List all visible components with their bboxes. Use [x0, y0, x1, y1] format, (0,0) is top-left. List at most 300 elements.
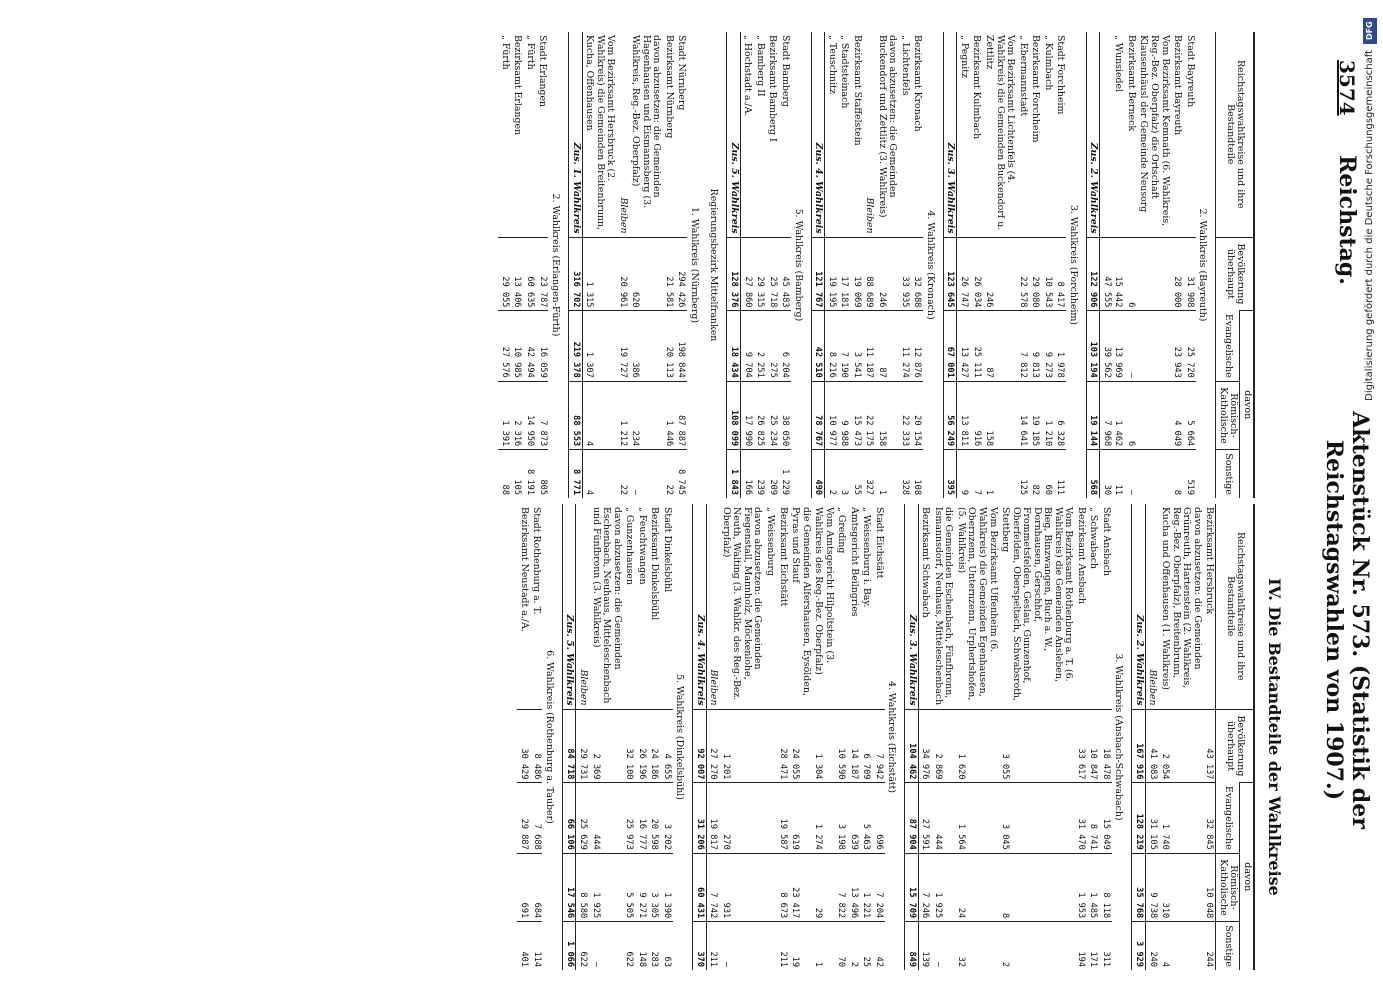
sonstige-cell: 1 229 — [779, 450, 792, 498]
row-label: Regierungsbezirk Mittelfranken — [708, 188, 720, 342]
evangelisch-cell: 32 845 — [1203, 783, 1216, 853]
katholisch-cell: 87 887 — [675, 381, 688, 449]
katholisch-cell: 17 546 — [562, 853, 576, 921]
table-row — [1099, 504, 1112, 970]
sonstige-cell — [1137, 450, 1171, 498]
evangelisch-cell: 5 463 — [860, 783, 873, 853]
evangelisch-cell: 19 727 — [616, 311, 629, 381]
table-row — [719, 504, 763, 970]
katholisch-cell: 1 390 — [660, 853, 673, 921]
row-label: 3. Wahlkreis (Forchheim) — [1067, 204, 1079, 326]
table-row — [1137, 32, 1171, 498]
credit-text: Digitalisierung gefördert durch die Deutsche Forschungsgemeinschaft — [1364, 50, 1375, 401]
evangelisch-cell: 2 251 — [753, 311, 766, 381]
district-heading-row — [707, 32, 727, 498]
evangelisch-cell — [1137, 311, 1171, 381]
row-label: Bezirksamt Kronach — [912, 35, 924, 132]
population-cell: 30 429 — [517, 709, 530, 783]
row-label: „ Fürth — [499, 35, 511, 70]
col-header-davon: davon — [1240, 311, 1254, 498]
table-row — [1112, 32, 1125, 498]
katholisch-cell: 5 505 — [623, 853, 636, 921]
population-cell: 26 034 — [970, 237, 983, 311]
sonstige-cell: 283 — [648, 922, 661, 970]
table-row — [1087, 504, 1100, 970]
population-cell: 29 731 — [576, 709, 589, 783]
population-cell: 60 635 — [523, 237, 536, 311]
sonstige-cell: 8 771 — [569, 450, 583, 498]
sonstige-cell: 111 — [1054, 450, 1067, 498]
katholisch-cell: 19 144 — [1086, 381, 1100, 449]
evangelisch-cell: 9 813 — [1029, 311, 1042, 381]
katholisch-cell: 1 925 — [589, 853, 623, 921]
katholisch-cell: 10 977 — [825, 381, 838, 449]
evangelisch-cell: 19 587 — [776, 783, 789, 853]
row-label: Vom Bezirksamt Hersbruck (2. Wahlkreis) die Gemeinden Breitenbrunn, Kucha, Offenhausen — [584, 35, 617, 231]
sonstige-cell: 11 — [1112, 450, 1125, 498]
sonstige-cell — [763, 922, 776, 970]
evangelisch-cell: 8 216 — [825, 311, 838, 381]
katholisch-cell: 14 641 — [1016, 381, 1029, 449]
katholisch-cell: 5 664 — [1183, 381, 1196, 449]
katholisch-cell: 916 — [970, 381, 983, 449]
sonstige-cell: 327 — [863, 450, 876, 498]
table-row — [872, 504, 885, 970]
row-label: Bezirksamt Staffelstein — [851, 35, 863, 146]
row-label: davon abzusetzen: die Gemeinden Hagenhausen und Eismannsberg (3. Wahlkreis, Reg.-Bez. Oberpfalz) — [630, 35, 663, 209]
population-cell: 10 590 — [835, 709, 848, 783]
evangelisch-cell: 1 274 — [812, 783, 835, 853]
table-row — [931, 504, 954, 970]
sonstige-cell: 22 — [662, 450, 675, 498]
total-row — [811, 32, 825, 498]
evangelisch-cell: 386 — [629, 311, 663, 381]
district-heading-row — [791, 32, 811, 498]
sonstige-cell: 7 — [970, 450, 983, 498]
evangelisch-cell: 13 427 — [957, 311, 970, 381]
table-row — [753, 32, 766, 498]
population-cell: 28 000 — [1171, 237, 1184, 311]
table-row — [957, 32, 970, 498]
population-cell: 7 942 — [872, 709, 885, 783]
table-row — [776, 504, 789, 970]
population-cell: 13 406 — [511, 237, 524, 311]
evangelisch-cell: 8 741 — [1087, 783, 1100, 853]
table-row — [582, 32, 616, 498]
population-cell: 84 718 — [562, 709, 576, 783]
katholisch-cell: 4 049 — [1171, 381, 1184, 449]
table-row — [1158, 504, 1202, 970]
row-label: 2. Wahlkreis (Bayreuth) — [1197, 208, 1209, 322]
katholisch-cell: 60 431 — [693, 853, 707, 921]
district-heading-row — [1066, 32, 1086, 498]
evangelisch-cell: 25 973 — [623, 783, 636, 853]
table-row — [1124, 32, 1137, 498]
population-cell: 620 — [629, 237, 663, 311]
katholisch-cell — [1137, 381, 1171, 449]
katholisch-cell: 13 496 — [847, 853, 860, 921]
total-row — [569, 32, 583, 498]
katholisch-cell: 1 953 — [1074, 853, 1087, 921]
table-row — [530, 504, 543, 970]
evangelisch-cell: 3 202 — [660, 783, 673, 853]
katholisch-cell: 158 — [875, 381, 898, 449]
evangelisch-cell: 20 113 — [662, 311, 675, 381]
table-row — [1183, 32, 1196, 498]
evangelisch-cell: 10 985 — [511, 311, 524, 381]
sonstige-cell: 1 843 — [727, 450, 741, 498]
katholisch-cell: 3 305 — [648, 853, 661, 921]
evangelisch-cell: 9 704 — [740, 311, 753, 381]
row-label: „ Schwabach — [1088, 507, 1100, 570]
population-cell — [763, 709, 776, 783]
table-row — [589, 504, 623, 970]
sonstige-cell: 19 — [789, 922, 812, 970]
katholisch-cell: 23 417 — [789, 853, 812, 921]
total-row — [562, 504, 576, 970]
table-row — [517, 504, 530, 970]
row-label: Vom Amtsgericht Hilpoltstein (3. Wahlkreis des Reg.-Bez. Oberpfalz) — [813, 507, 835, 675]
katholisch-cell: 26 825 — [753, 381, 766, 449]
katholisch-cell: 19 185 — [1029, 381, 1042, 449]
table-row — [954, 504, 998, 970]
table-row — [1041, 32, 1054, 498]
katholisch-cell: 15 709 — [905, 853, 919, 921]
evangelisch-cell: 87 — [982, 311, 1016, 381]
sonstige-cell: 171 — [1087, 922, 1100, 970]
katholisch-cell: 1 210 — [1041, 381, 1054, 449]
table-row — [1029, 32, 1042, 498]
population-cell: 3 055 — [999, 709, 1075, 783]
population-cell: 6 709 — [860, 709, 873, 783]
row-label: Stadt Nürnberg — [676, 35, 688, 111]
katholisch-cell: 38 050 — [779, 381, 792, 449]
population-cell — [1137, 237, 1171, 311]
population-cell: 34 976 — [918, 709, 931, 783]
katholisch-cell: 684 — [530, 853, 543, 921]
row-label: die Gemeinden Eschenbach, Fünfbronn, Ismannsdorf, Neuhaus, Mitteleschenbach — [932, 507, 955, 706]
sonstige-cell: — — [719, 922, 763, 970]
sonstige-cell: 2 — [999, 922, 1075, 970]
evangelisch-cell: 16 059 — [536, 311, 549, 381]
population-cell: 246 — [875, 237, 898, 311]
sonstige-cell: — — [931, 922, 954, 970]
evangelisch-cell: 444 — [931, 783, 954, 853]
katholisch-cell: 8 — [999, 853, 1075, 921]
evangelisch-cell: 12 876 — [911, 311, 924, 381]
evangelisch-cell: 20 598 — [648, 783, 661, 853]
col-header-population: Bevölkerung überhaupt — [1216, 237, 1254, 311]
row-label: Stadt Rothenburg a. T. — [531, 507, 543, 615]
district-heading-row — [923, 32, 943, 498]
evangelisch-cell: 6 204 — [779, 311, 792, 381]
evangelisch-cell: 18 434 — [727, 311, 741, 381]
evangelisch-cell: 25 111 — [970, 311, 983, 381]
sonstige-cell: 4 — [582, 450, 616, 498]
katholisch-cell: 7 873 — [536, 381, 549, 449]
population-cell: 88 689 — [863, 237, 876, 311]
row-label: Vom Bezirksamt Kemnath (6. Wahlkreis, Reg.-Bez. Oberpfalz) die Ortschaft Klausenhäusl der Gemeinde Neusorg — [1138, 35, 1171, 227]
population-cell: 1 201 — [719, 709, 763, 783]
table-row — [812, 504, 835, 970]
table-row — [576, 504, 589, 970]
row-label: „ Ebermannstadt — [1017, 35, 1029, 117]
row-label: Bleiben — [708, 669, 720, 706]
table-row — [860, 504, 873, 970]
section-title: IV. Die Bestandteile der Wahlkreise — [1265, 578, 1284, 896]
table-row — [675, 32, 688, 498]
row-label: Bleiben — [864, 197, 876, 234]
row-label: davon abzusetzen: die Gemeinden Fiegenstall, Mannholz, Möckenlohe, Neuth, Walting (3. Wahlkr. des Reg.-Bez. Oberpfalz) — [720, 507, 764, 701]
sonstige-cell: 370 — [693, 922, 707, 970]
table-row — [847, 504, 860, 970]
katholisch-cell: 7 822 — [835, 853, 848, 921]
sonstige-cell: 211 — [706, 922, 719, 970]
katholisch-cell: 1 446 — [662, 381, 675, 449]
row-label: Bezirksamt Eichstätt — [777, 507, 789, 607]
sonstige-cell: 401 — [517, 922, 530, 970]
evangelisch-cell: 25 720 — [1183, 311, 1196, 381]
sonstige-cell: 105 — [511, 450, 524, 498]
katholisch-cell: 1 485 — [1087, 853, 1100, 921]
population-cell: 41 083 — [1145, 709, 1158, 783]
total-row — [943, 32, 957, 498]
row-label: „ Wunsiedel — [1113, 35, 1125, 93]
left-table-body — [498, 32, 1215, 498]
row-label: Zus. 5. Wahlkreis — [727, 32, 741, 237]
katholisch-cell: 24 — [954, 853, 998, 921]
population-cell: 26 196 — [635, 709, 648, 783]
row-label: Bezirksamt Schwabach — [920, 507, 932, 618]
sonstige-cell: 622 — [623, 922, 636, 970]
population-cell: 4 655 — [660, 709, 673, 783]
evangelisch-cell: 15 049 — [1099, 783, 1112, 853]
evangelisch-cell: 19 817 — [706, 783, 719, 853]
col-header-evangelisch: Evangelische — [1216, 783, 1240, 853]
population-cell: 31 908 — [1183, 237, 1196, 311]
row-label: „ Feuchtwangen — [636, 507, 648, 585]
evangelisch-cell: 3 045 — [999, 783, 1075, 853]
evangelisch-cell: 29 887 — [517, 783, 530, 853]
population-cell: 246 — [982, 237, 1016, 311]
col-header-name: Reichstagswahlkreise und ihre Bestandteile — [1216, 504, 1254, 709]
table-row — [766, 32, 779, 498]
evangelisch-cell: 39 562 — [1100, 311, 1112, 381]
sonstige-cell: 622 — [576, 922, 589, 970]
row-label: Zus. 3. Wahlkreis — [943, 32, 957, 237]
population-cell: 6 — [1124, 237, 1137, 311]
katholisch-cell: 1 221 — [860, 853, 873, 921]
population-cell: 104 462 — [905, 709, 919, 783]
total-row — [1086, 32, 1100, 498]
table-row — [918, 504, 931, 970]
sonstige-cell: 139 — [918, 922, 931, 970]
row-label — [1100, 32, 1112, 237]
population-cell: 316 702 — [569, 237, 583, 311]
sonstige-cell: 194 — [1074, 922, 1087, 970]
sonstige-cell: 1 066 — [562, 922, 576, 970]
katholisch-cell: 78 767 — [811, 381, 825, 449]
row-label: Zus. 2. Wahlkreis — [1132, 504, 1146, 709]
row-label: Bezirksamt Nürnberg — [663, 35, 675, 139]
sonstige-cell: — — [589, 922, 623, 970]
row-label: „ Lichtenfels — [899, 35, 911, 96]
sonstige-cell: 239 — [753, 450, 766, 498]
population-cell: 19 069 — [850, 237, 863, 311]
row-label: Stadt Dinkelsbühl — [661, 507, 673, 593]
katholisch-cell: 8 118 — [1099, 853, 1112, 921]
row-label: „ Stadtsteinach — [839, 35, 851, 109]
sonstige-cell: 3 929 — [1132, 922, 1146, 970]
population-cell: 121 767 — [811, 237, 825, 311]
row-label: Amtsgericht Beilngries — [848, 507, 860, 617]
population-cell: 27 860 — [740, 237, 753, 311]
row-label: „ Fürth — [524, 35, 536, 70]
row-label: 5. Wahlkreis (Bamberg) — [792, 208, 804, 322]
row-label: Vom Bezirksamt Lichtenfels (4. Wahlkreis) die Gemeinden Buckendorf u. Zettlitz — [984, 35, 1017, 231]
population-cell: 33 935 — [898, 237, 911, 311]
evangelisch-cell: 128 219 — [1132, 783, 1146, 853]
row-label: Zus. 3. Wahlkreis — [905, 504, 919, 709]
sonstige-cell: 22 — [616, 450, 629, 498]
population-cell: 92 007 — [693, 709, 707, 783]
row-label: Stadt Eichstätt — [873, 507, 885, 579]
population-cell: 10 543 — [1041, 237, 1054, 311]
population-cell: 32 688 — [911, 237, 924, 311]
katholisch-cell: 9 738 — [1145, 853, 1158, 921]
katholisch-cell: 13 811 — [957, 381, 970, 449]
katholisch-cell: 22 175 — [863, 381, 876, 449]
sonstige-cell: 148 — [635, 922, 648, 970]
evangelisch-cell: 13 969 — [1112, 311, 1125, 381]
right-table-body — [517, 504, 1215, 970]
population-cell: 15 442 — [1112, 237, 1125, 311]
evangelisch-cell: 42 510 — [811, 311, 825, 381]
table-row — [629, 32, 663, 498]
population-cell: 33 617 — [1074, 709, 1087, 783]
population-cell: 47 555 — [1100, 237, 1112, 311]
katholisch-cell: 7 204 — [872, 853, 885, 921]
table-row — [511, 32, 524, 498]
population-cell: 2 869 — [931, 709, 954, 783]
population-cell: 43 137 — [1203, 709, 1216, 783]
table-row — [779, 32, 792, 498]
table-row — [1171, 32, 1184, 498]
row-label: Bezirksamt Bamberg I — [767, 35, 779, 142]
katholisch-cell: 6 — [1124, 381, 1137, 449]
total-row — [727, 32, 741, 498]
row-label: Bezirksamt Erlangen — [512, 35, 524, 136]
table-row — [706, 504, 719, 970]
evangelisch-cell: 11 274 — [898, 311, 911, 381]
population-cell: 21 581 — [662, 237, 675, 311]
evangelisch-cell: 7 812 — [1016, 311, 1029, 381]
evangelisch-cell: 103 194 — [1086, 311, 1100, 381]
katholisch-cell: 1 462 — [1112, 381, 1125, 449]
evangelisch-cell: 275 — [766, 311, 779, 381]
row-label: 6. Wahlkreis (Rothenburg a. Tauber) — [543, 650, 555, 824]
population-cell: 2 054 — [1158, 709, 1202, 783]
evangelisch-cell: 3 541 — [850, 311, 863, 381]
sonstige-cell: 60 — [1041, 450, 1054, 498]
evangelisch-cell: 270 — [719, 783, 763, 853]
row-label: „ Teuschnitz — [826, 35, 838, 94]
table-row — [1203, 504, 1216, 970]
sonstige-cell: 88 — [498, 450, 511, 498]
sonstige-cell: 211 — [776, 922, 789, 970]
sonstige-cell: 490 — [811, 450, 825, 498]
katholisch-cell: 29 — [812, 853, 835, 921]
katholisch-cell: 931 — [719, 853, 763, 921]
population-cell: 167 916 — [1132, 709, 1146, 783]
table-row — [999, 504, 1075, 970]
katholisch-cell: 35 768 — [1132, 853, 1146, 921]
sonstige-cell: 568 — [1086, 450, 1100, 498]
col-header-sonstige: Sonstige — [1216, 922, 1240, 970]
total-row — [905, 504, 919, 970]
population-cell: 2 369 — [589, 709, 623, 783]
population-cell: 22 578 — [1016, 237, 1029, 311]
right-table-column — [40, 504, 1293, 970]
sonstige-cell: 4 — [1158, 922, 1202, 970]
sonstige-cell: 8 — [1171, 450, 1184, 498]
population-cell: 28 471 — [776, 709, 789, 783]
evangelisch-cell: 27 576 — [498, 311, 511, 381]
sonstige-cell: 328 — [898, 450, 911, 498]
sonstige-cell: 240 — [1145, 922, 1158, 970]
evangelisch-cell: 11 187 — [863, 311, 876, 381]
row-label: davon abzusetzen: die Gemeinden Buckendorf und Zettlitz (3. Wahlkreis) — [876, 35, 899, 218]
evangelisch-cell: 619 — [789, 783, 812, 853]
katholisch-cell: 6 328 — [1054, 381, 1067, 449]
sonstige-cell: 1 — [982, 450, 1016, 498]
district-heading-row — [687, 32, 707, 498]
total-row — [693, 504, 707, 970]
evangelisch-cell: 1 307 — [582, 311, 616, 381]
left-table-column — [40, 32, 1293, 498]
district-heading-row — [1112, 504, 1132, 970]
population-cell: 122 906 — [1086, 237, 1100, 311]
row-label: Bezirksamt Kulmbach — [971, 35, 983, 140]
evangelisch-cell: 3 198 — [835, 783, 848, 853]
evangelisch-cell: 67 001 — [943, 311, 957, 381]
sonstige-cell: — — [629, 450, 663, 498]
district-heading-row — [885, 504, 905, 970]
right-table — [517, 504, 1255, 970]
population-cell: 14 187 — [847, 709, 860, 783]
sonstige-cell: 25 — [860, 922, 873, 970]
evangelisch-cell: 7 688 — [530, 783, 543, 853]
page-number: 3574 — [1335, 60, 1359, 116]
population-cell: 23 787 — [536, 237, 549, 311]
row-label: Zus. 2. Wahlkreis — [1086, 32, 1100, 237]
row-label: 1. Wahlkreis (Nürnberg) — [688, 207, 700, 323]
table-row — [1145, 504, 1158, 970]
katholisch-cell: 1 925 — [931, 853, 954, 921]
row-label: Bezirksamt Ansbach — [1075, 507, 1087, 605]
evangelisch-cell: 31 105 — [1145, 783, 1158, 853]
row-label: „ Weissenburg i. Bay. — [861, 507, 873, 608]
district-heading-row — [673, 504, 693, 970]
digitization-credit — [1361, 10, 1381, 990]
population-cell: 26 747 — [957, 237, 970, 311]
row-label: „ Greding — [836, 507, 848, 554]
district-heading-row — [548, 32, 568, 498]
sonstige-cell: 32 — [954, 922, 998, 970]
table-row — [616, 32, 629, 498]
katholisch-cell: 7 246 — [918, 853, 931, 921]
katholisch-cell: 9 271 — [635, 853, 648, 921]
